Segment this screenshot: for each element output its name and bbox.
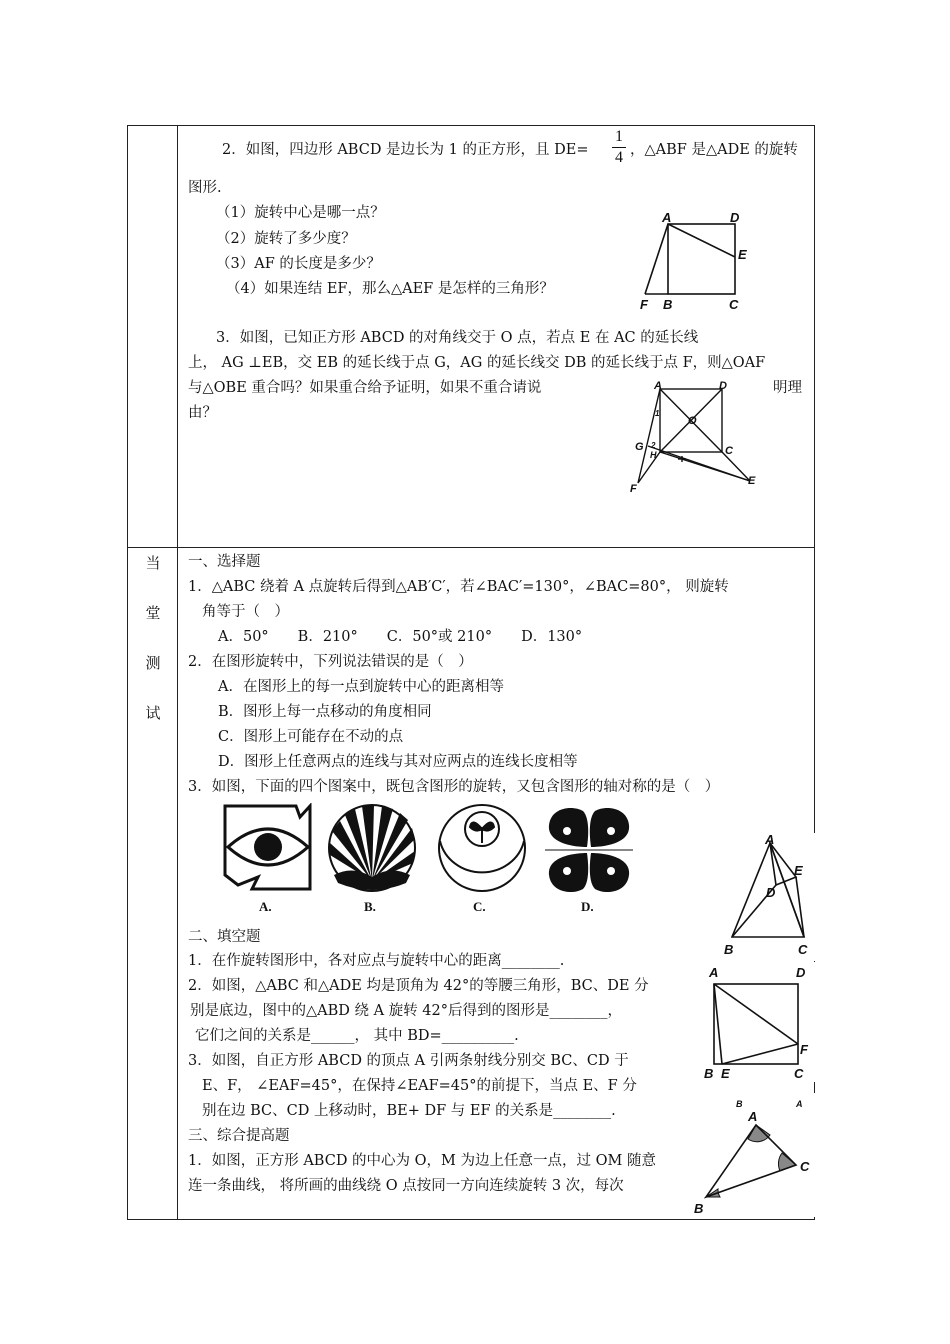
fill-q2-line2: 别是底边，图中的△ABD 绕 A 旋转 42°后得到的图形是________， <box>190 1003 623 1019</box>
pattern-a-caption: A. <box>259 899 272 914</box>
fig1-label-d: D <box>730 212 740 225</box>
fig1-label-e: E <box>738 247 747 262</box>
fig4-label-e: E <box>721 1066 730 1081</box>
fig2-label-c: C <box>725 445 733 457</box>
figure-square-eaf-45 <box>700 962 816 1082</box>
fig4-label-b: B <box>704 1066 714 1081</box>
fig3-label-b: B <box>724 942 734 957</box>
fig3-label-c: C <box>798 942 808 957</box>
row-divider <box>127 547 815 548</box>
choice-q2-stem: 2．在图形旋转中，下列说法错误的是（ ） <box>188 654 473 670</box>
fig2-label-h: H <box>650 450 657 460</box>
fig1-label-b: B <box>663 297 673 312</box>
figure-triangle-shaded-angles <box>690 1093 816 1217</box>
problem3-line4: 由？ <box>188 405 217 421</box>
problem3-line1: 3．如图，已知正方形 ABCD 的对角线交于 O 点，若点 E 在 AC 的延长线 <box>216 330 699 346</box>
fig5-label-c: C <box>800 1159 810 1174</box>
figure-square-diagonals-oaf-obe <box>624 378 764 498</box>
pattern-c-caption: C. <box>473 899 486 914</box>
fig3-label-e: E <box>794 863 803 878</box>
problem2-line2: 图形. <box>188 180 222 196</box>
pattern-a-eye <box>222 803 318 915</box>
choice-q1-line2: 角等于（ ） <box>202 604 289 620</box>
fig2-label-e: E <box>748 475 756 487</box>
fig5-label-top-a: A <box>796 1099 803 1109</box>
fig5-label-top-b: B <box>736 1099 743 1109</box>
problem2-q3: （3）AF 的长度是多少？ <box>216 256 381 272</box>
section1-title: 一、选择题 <box>188 554 261 570</box>
section3-title: 三、综合提高题 <box>188 1128 290 1144</box>
problem2-line1b: ，△ABF 是△ADE 的旋转 <box>630 142 798 158</box>
fraction-denominator: 4 <box>615 149 623 166</box>
section2-title: 二、填空题 <box>188 929 261 945</box>
fig4-label-f: F <box>800 1042 808 1057</box>
fraction-numerator: 1 <box>615 128 623 145</box>
fig5-label-b: B <box>694 1201 704 1216</box>
side-label-char-1: 当 <box>145 554 161 572</box>
problem2-q4: （4）如果连结 EF，那么△AEF 是怎样的三角形？ <box>226 281 554 297</box>
fig5-label-a: A <box>748 1109 758 1124</box>
pattern-b-caption: B. <box>364 899 376 914</box>
fig3-label-a: A <box>765 833 775 847</box>
fig2-label-g: G <box>635 441 644 453</box>
fig2-label-1: 1 <box>655 409 660 418</box>
problem2-line1a: 2．如图，四边形 ABCD 是边长为 1 的正方形，且 DE= <box>222 142 589 158</box>
fig2-label-a: A <box>654 380 662 392</box>
pattern-d-four-lobes <box>543 803 639 915</box>
fill-q3-line1: 3．如图，自正方形 ABCD 的顶点 A 引两条射线分别交 BC、CD 于 <box>188 1053 629 1069</box>
fig4-label-c: C <box>794 1066 804 1081</box>
comprehensive-q1-line1: 1．如图，正方形 ABCD 的中心为 O，M 为边上任意一点，过 OM 随意 <box>188 1153 656 1169</box>
fill-q3-line3: 别在边 BC、CD 上移动时，BE+ DF 与 EF 的关系是________. <box>202 1103 616 1119</box>
fill-q1: 1．在作旋转图形中，各对应点与旋转中心的距离________. <box>188 953 565 969</box>
comprehensive-q1-line2: 连一条曲线， 将所画的曲线绕 O 点按同一方向连续旋转 3 次，每次 <box>188 1178 624 1194</box>
problem3-line3a: 与△OBE 重合吗？如果重合给予证明，如果不重合请说 <box>188 380 542 396</box>
side-label-char-3: 测 <box>145 654 161 672</box>
choice-q1-options: A．50° B．210° C．50°或 210° D．130° <box>218 629 583 645</box>
problem2-q1: （1）旋转中心是哪一点？ <box>216 205 385 221</box>
pattern-c-sprout <box>436 803 532 915</box>
choice-q2-option-b: B．图形上每一点移动的角度相同 <box>218 704 432 720</box>
fraction-one-quarter <box>612 128 626 167</box>
side-label-char-4: 试 <box>145 704 161 722</box>
side-label-char-2: 堂 <box>145 604 161 622</box>
fig4-label-d: D <box>796 965 806 980</box>
fig3-label-d: D <box>766 885 776 900</box>
pattern-b-sunrise <box>326 803 422 915</box>
choice-q2-option-d: D．图形上任意两点的连线与其对应两点的连线长度相等 <box>218 754 578 770</box>
fig2-label-d: D <box>719 380 727 392</box>
choice-q1-line1: 1．△ABC 绕着 A 点旋转后得到△AB′C′，若∠BAC′=130°，∠BAC=80°， 则旋转 <box>188 579 729 595</box>
fill-q2-line1: 2．如图，△ABC 和△ADE 均是顶角为 42°的等腰三角形，BC、DE 分 <box>188 978 649 994</box>
choice-q2-option-c: C．图形上可能存在不动的点 <box>218 729 404 745</box>
fig2-label-f: F <box>630 483 637 495</box>
fill-q2-line3: 它们之间的关系是______， 其中 BD=__________. <box>195 1028 519 1044</box>
fig1-label-a: A <box>662 212 672 225</box>
fig4-label-a: A <box>709 965 719 980</box>
fill-q3-line2: E、F， ∠EAF=45°，在保持∠EAF=45°的前提下，当点 E、F 分 <box>202 1078 637 1094</box>
choice-q3-stem: 3．如图，下面的四个图案中，既包含图形的旋转，又包含图形的轴对称的是（ ） <box>188 779 720 795</box>
column-divider <box>177 125 178 1220</box>
fig2-label-2: 2 <box>651 441 656 450</box>
fig2-label-o: O <box>688 415 697 427</box>
figure-isosceles-triangles-abc-ade <box>720 833 816 961</box>
problem2-q2: （2）旋转了多少度？ <box>216 231 356 247</box>
choice-q2-option-a: A．在图形上的每一点到旋转中心的距离相等 <box>218 679 504 695</box>
problem3-line2: 上， AG ⊥EB，交 EB 的延长线于点 G，AG 的延长线交 DB 的延长线于点 F，则△OAF <box>188 355 766 371</box>
pattern-d-caption: D. <box>581 899 594 914</box>
problem3-line3b: 明理 <box>773 380 802 396</box>
fig1-label-f: F <box>640 297 648 312</box>
figure-square-abcd-rotation <box>632 212 752 314</box>
fig1-label-c: C <box>729 297 739 312</box>
